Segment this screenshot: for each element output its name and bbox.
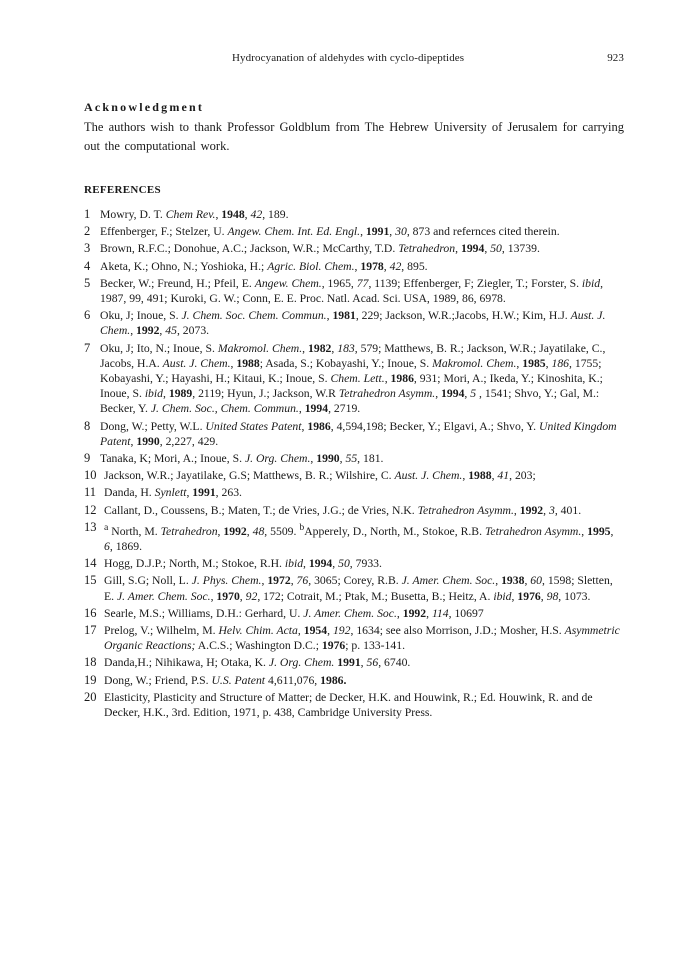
reference-text: Danda,H.; Nihikawa, H; Otaka, K. J. Org. Chem. 1991, 56, 6740. <box>104 656 411 670</box>
reference-number: 3 <box>84 241 91 256</box>
reference-number: 10 <box>84 468 97 483</box>
reference-item <box>84 573 624 603</box>
reference-number: 5 <box>84 275 91 290</box>
reference-number: 16 <box>84 605 97 620</box>
reference-item <box>84 556 624 571</box>
reference-text: $^a$ North, M. Tetrahedron, 1992, 48, 5509. $^b$Apperely, D., North, M., Stokoe, R.B. Tetrahedron Asymm., 1995, 6, 1869. <box>104 521 614 553</box>
reference-text: Effenberger, F.; Stelzer, U. Angew. Chem. Int. Ed. Engl., 1991, 30, 873 and refernces cited therein. <box>100 225 560 239</box>
reference-text: Gill, S.G; Noll, L. J. Phys. Chem., 1972, 76, 3065; Corey, R.B. J. Amer. Chem. Soc., 1938, 60, 1598; Sletten, E. J. Amer. Chem. Soc., 1970, 92, 172; Cotrait, M.; Ptak, M.; Busetta, B.; Heitz, A. ibid, 1976, 98, 1073. <box>104 574 613 603</box>
references-heading: REFERENCES <box>84 184 161 196</box>
acknowledgment-text: The authors wish to thank Professor Goldblum from The Hebrew University of Jerusalem for carrying out the computational work. <box>84 120 624 153</box>
reference-number: 11 <box>84 485 97 500</box>
reference-number: 1 <box>84 207 91 221</box>
reference-number: 9 <box>84 451 91 466</box>
reference-item <box>84 308 624 338</box>
reference-item <box>84 341 624 417</box>
reference-text: Callant, D., Coussens, B.; Maten, T.; de Vries, J.G.; de Vries, N.K. Tetrahedron Asymm., 1992, 3, 401. <box>104 503 582 517</box>
reference-item <box>84 520 624 554</box>
reference-number: 15 <box>84 573 97 588</box>
reference-text: Oku, J; Inoue, S. J. Chem. Soc. Chem. Commun., 1981, 229; Jackson, W.R.;Jacobs, H.W.; Kim, H.J. Aust. J. Chem., 1992, 45, 2073. <box>100 309 606 338</box>
reference-number: 6 <box>84 308 91 323</box>
page-header <box>84 52 624 68</box>
reference-number: 2 <box>84 224 91 239</box>
reference-text: Dong, W.; Friend, P.S. U.S. Patent 4,611,076, 1986. <box>104 673 347 687</box>
reference-item <box>84 224 624 239</box>
reference-item <box>84 241 624 256</box>
reference-item <box>84 690 624 720</box>
page-number: 923 <box>607 52 624 64</box>
reference-text: Oku, J; Ito, N.; Inoue, S. Makromol. Chem., 1982, 183, 579; Matthews, B. R.; Jackson, W.R.; Jayatilake, C., Jacobs, H.A. Aust. J. Chem., 1988; Asada, S.; Kobayashi, Y.; Inoue, S. Makromol. Chem., 1985, 186, 1755; Kobayashi, Y.; Hayashi, H.; Kitaui, K.; Inoue, S. Chem. Lett., 1986, 931; Mori, A.; Ikeda, Y.; Kinoshita, K.; Inoue, S. ibid, 1989, 2119; Hyun, J.; Jackson, W.R Tetrahedron Asymm., 1994, 5 , 1541; Shvo, Y.; Gal, M.: Becker, Y. J. Chem. Soc., Chem. Commun., 1994, 2719. <box>100 341 606 416</box>
reference-number: 12 <box>84 502 97 517</box>
reference-text: Hogg, D.J.P.; North, M.; Stokoe, R.H. ibid, 1994, 50, 7933. <box>104 557 382 571</box>
reference-number: 14 <box>84 556 97 571</box>
reference-item <box>84 276 624 306</box>
reference-item <box>84 623 624 653</box>
reference-text: Dong, W.; Petty, W.L. United States Patent, 1986, 4,594,198; Becker, Y.; Elgavi, A.; Shvo, Y. United Kingdom Patent, 1990, 2,227, 429. <box>100 419 617 448</box>
reference-number: 20 <box>84 689 97 704</box>
reference-item <box>84 485 624 500</box>
reference-item <box>84 503 624 518</box>
reference-text: Mowry, D. T. Chem Rev., 1948, 42, 189. <box>100 208 289 221</box>
reference-item <box>84 606 624 621</box>
reference-item <box>84 259 624 274</box>
reference-text: Brown, R.F.C.; Donohue, A.C.; Jackson, W.R.; McCarthy, T.D. Tetrahedron, 1994, 50, 13739. <box>100 242 540 256</box>
reference-item <box>84 451 624 466</box>
running-head: Hydrocyanation of aldehydes with cyclo-dipeptides <box>232 52 465 64</box>
acknowledgment-heading: Acknowledgment <box>84 100 205 114</box>
reference-item <box>84 468 624 483</box>
reference-number: 4 <box>84 258 91 273</box>
reference-text: Elasticity, Plasticity and Structure of Matter; de Decker, H.K. and Houwink, R.; Ed. Houwink, R. and de Decker, H.K., 3rd. Edition, 1971, p. 438, Cambridge University Press. <box>104 690 593 719</box>
reference-item <box>84 207 624 222</box>
reference-number: 13 <box>84 519 97 534</box>
reference-list <box>84 207 624 722</box>
reference-number: 18 <box>84 655 97 670</box>
reference-text: Aketa, K.; Ohno, N.; Yoshioka, H.; Agric. Biol. Chem., 1978, 42, 895. <box>100 259 428 273</box>
reference-number: 7 <box>84 340 91 355</box>
reference-number: 17 <box>84 622 97 637</box>
reference-text: Tanaka, K; Mori, A.; Inoue, S. J. Org. Chem., 1990, 55, 181. <box>100 452 384 466</box>
reference-item <box>84 655 624 670</box>
reference-text: Prelog, V.; Wilhelm, M. Helv. Chim. Acta, 1954, 192, 1634; see also Morrison, J.D.; Mosher, H.S. Asymmetric Organic Reactions; A.C.S.; Washington D.C.; 1976; p. 133-141. <box>104 623 620 653</box>
reference-item <box>84 673 624 688</box>
reference-number: 19 <box>84 672 97 687</box>
reference-text: Searle, M.S.; Williams, D.H.: Gerhard, U. J. Amer. Chem. Soc., 1992, 114, 10697 <box>104 606 484 620</box>
reference-text: Jackson, W.R.; Jayatilake, G.S; Matthews, B. R.; Wilshire, C. Aust. J. Chem., 1988, 41, 203; <box>104 469 536 483</box>
reference-number: 8 <box>84 418 91 433</box>
reference-text: Danda, H. Synlett, 1991, 263. <box>104 486 242 500</box>
reference-text: Becker, W.; Freund, H.; Pfeil, E. Angew. Chem., 1965, 77, 1139; Effenberger, F; Ziegler, T.; Forster, S. ibid, 1987, 99, 491; Kuroki, G. W.; Conn, E. E. Proc. Natl. Acad. Sci. USA, 1989, 86, 6978. <box>100 276 604 306</box>
reference-item <box>84 419 624 449</box>
